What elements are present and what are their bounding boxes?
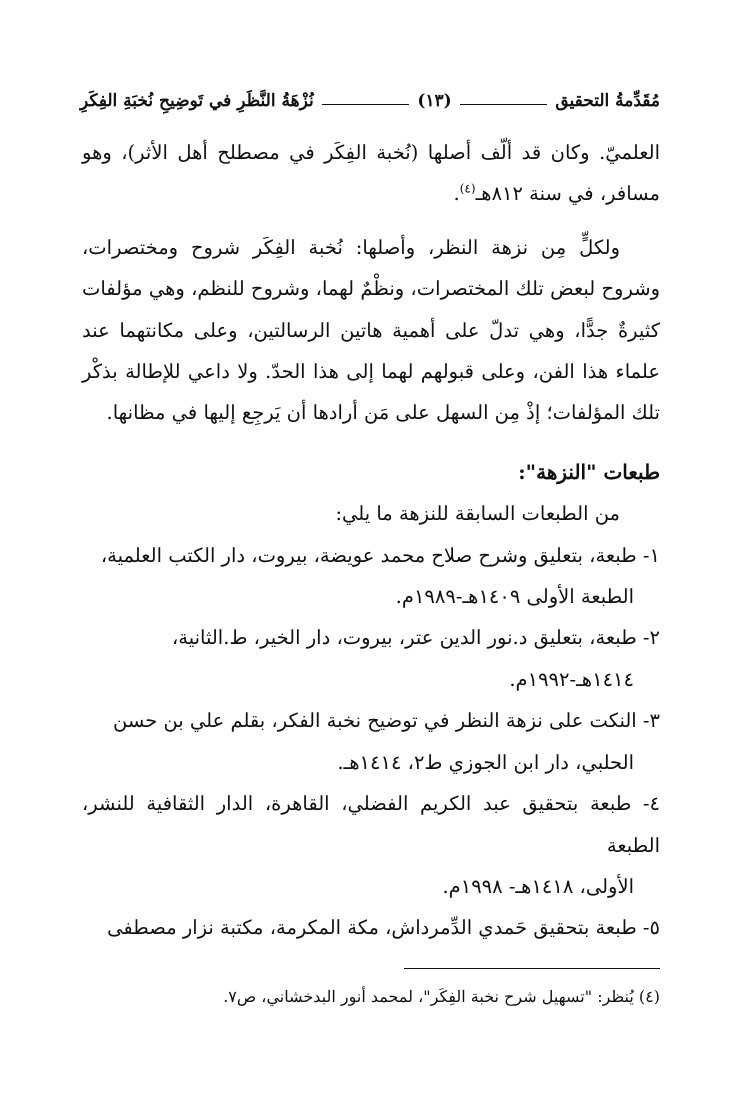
section-heading: طبعات "النزهة": — [518, 459, 660, 484]
section-intro: من الطبعات السابقة للنزهة ما يلي: — [335, 502, 620, 526]
edition-number: ٢- — [642, 626, 660, 650]
paragraph-1-line-1: العلميّ. وكان قد ألّف أصلها (نُخبة الفِكَر في مصطلح أهل الأثر)، وهو — [82, 141, 660, 164]
edition-item-1 — [82, 535, 660, 618]
edition-number: ٣- — [642, 709, 660, 733]
paragraph-gap — [82, 434, 660, 446]
paragraph-1-end: . — [453, 182, 460, 206]
editions-list — [82, 535, 660, 949]
page-number: (١٣) — [417, 91, 452, 111]
edition-text: طبعة، بتعليق وشرح صلاح محمد عويضة، بيروت، دار الكتب العلمية، — [100, 543, 637, 567]
page-body — [82, 132, 660, 949]
footnote-reference[interactable]: (٤) — [459, 181, 476, 196]
edition-text: طبعة بتحقيق عبد الكريم الفضلي، القاهرة، الدار الثقافية للنشر، الطبعة — [82, 792, 660, 857]
edition-text-continued: الحلبي، دار ابن الجوزي ط٢، ١٤١٤هـ. — [337, 750, 634, 774]
edition-item-2 — [82, 617, 660, 700]
edition-item-4 — [82, 783, 660, 907]
edition-text: طبعة، بتعليق د.نور الدين عتر، بيروت، دار الخير، ط.الثانية، — [171, 626, 637, 650]
edition-text: طبعة بتحقيق حَمدي الدِّمرداش، مكة المكرمة، مكتبة نزار مصطفى — [107, 916, 637, 940]
paragraph-1 — [82, 132, 660, 215]
paragraph-gap — [82, 215, 660, 227]
edition-item-3 — [82, 700, 660, 783]
paragraph-2: ولكلٍّ مِن نزهة النظر، وأصلها: نُخبة الفِكَر شروح ومختصرات، وشروح لبعض تلك المختصرات، ونظْمٌ لهما، وشروح للنظم، وهي مؤلفات كثيرةٌ جدًّا، وهي تدلّ على أهمية هاتين الرسالتين، وعلى مكانتهما عند علماء هذا الفن، وعلى قبولهم لهما إلى هذا الحدّ. ولا داعي للإطالة بذكْر تلك المؤلفات؛ إذْ مِن السهل على مَن أرادها أن يَرجِع إليها في مظانها. — [82, 235, 660, 425]
header-book-title: نُزْهَةُ النَّظَرِ في تَوضِيحِ نُخبَةِ الفِكَرِ — [79, 91, 314, 111]
edition-text: النكت على نزهة النظر في توضيح نخبة الفكر، بقلم علي بن حسن — [112, 709, 637, 733]
running-header — [80, 86, 660, 116]
footnote: (٤) يُنظر: "تسهيل شرح نخبة الفِكَر"، لمحمد أنور البدخشاني، ص٧. — [223, 987, 660, 1006]
header-rule-right — [460, 104, 548, 105]
footnote-separator — [404, 968, 660, 969]
edition-text-continued: الأولى، ١٤١٨هـ- ١٩٩٨م. — [442, 874, 634, 898]
edition-text-continued: الطبعة الأولى ١٤٠٩هـ-١٩٨٩م. — [395, 585, 634, 609]
header-rule-left — [322, 104, 410, 105]
edition-number: ٥- — [642, 916, 660, 940]
paragraph-1-line-2: مسافر، في سنة ٨١٢هـ — [475, 182, 660, 206]
header-section-title: مُقَدِّمةُ التحقيق — [555, 91, 660, 111]
edition-text-continued: ١٤١٤هـ-١٩٩٢م. — [509, 667, 634, 691]
edition-number: ٤- — [642, 792, 660, 816]
edition-item-5 — [82, 907, 660, 948]
edition-number: ١- — [642, 543, 660, 567]
